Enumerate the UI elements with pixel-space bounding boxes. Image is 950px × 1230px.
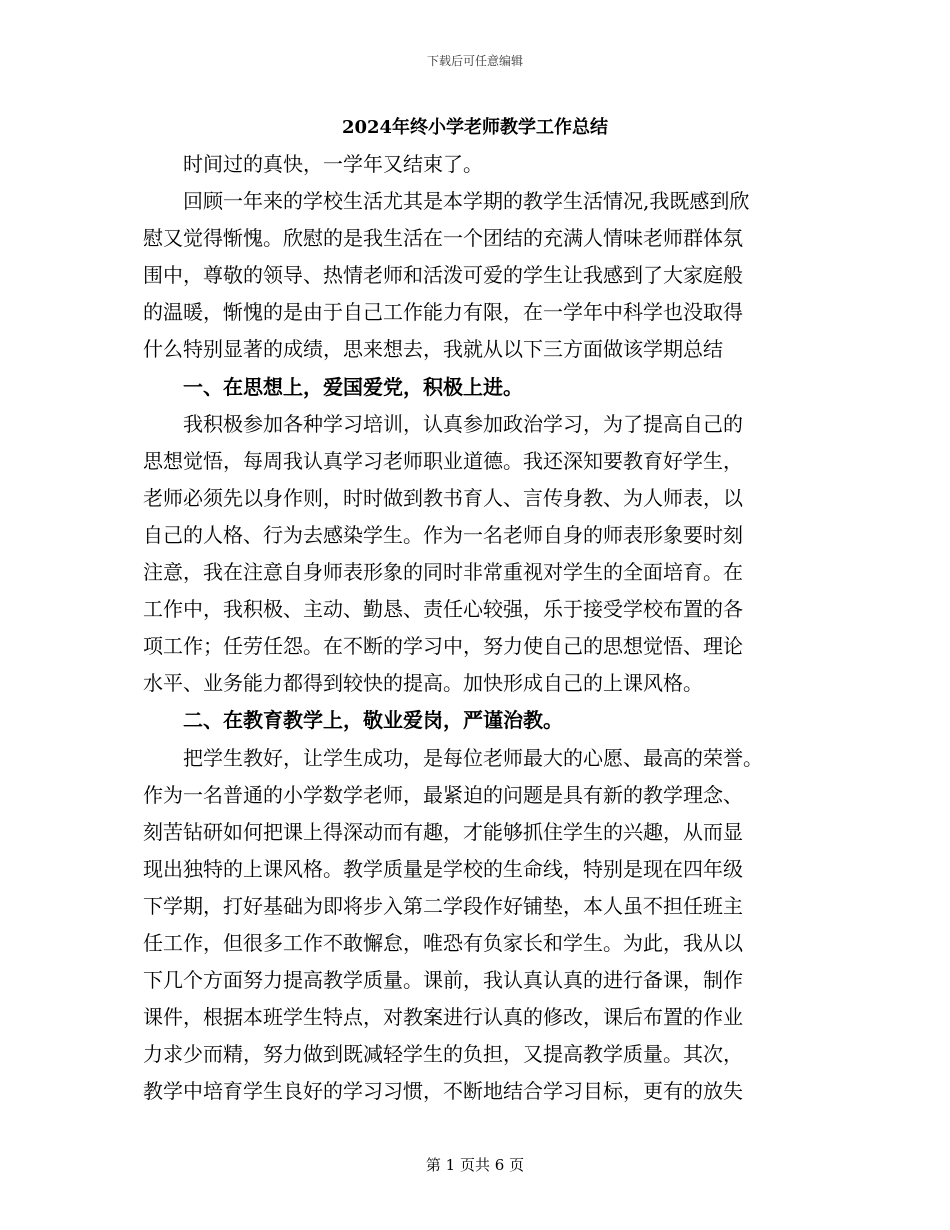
page-number: 第 1 页共 6 页 (425, 1156, 525, 1174)
body-line: 思想觉悟，每周我认真学习老师职业道德。我还深知要教育好学生， (143, 448, 743, 473)
body-line: 工作中，我积极、主动、勤恳、责任心较强，乐于接受学校布置的各 (143, 597, 743, 622)
body-line: 围中，尊敬的领导、热情老师和活泼可爱的学生让我感到了大家庭般 (143, 263, 743, 288)
body-line: 现出独特的上课风格。教学质量是学校的生命线，特别是现在四年级 (143, 856, 743, 881)
header-note: 下载后可任意编辑 (426, 54, 523, 68)
body-line: 作为一名普通的小学数学老师，最紧迫的问题是具有新的教学理念、 (143, 782, 743, 807)
body-line: 什么特别显著的成绩，思来想去，我就从以下三方面做该学期总结 (143, 337, 723, 362)
section-heading: 二、在教育教学上，敬业爱岗，严谨治教。 (143, 708, 563, 733)
body-line: 刻苦钻研如何把课上得深动而有趣，才能够抓住学生的兴趣，从而显 (143, 819, 743, 844)
body-line: 慰又觉得惭愧。欣慰的是我生活在一个团结的充满人情味老师群体氛 (143, 226, 743, 251)
body-line: 水平、业务能力都得到较快的提高。加快形成自己的上课风格。 (143, 671, 703, 696)
body-line: 力求少而精，努力做到既减轻学生的负担，又提高教学质量。其次， (143, 1042, 743, 1067)
body-line: 下学期，打好基础为即将步入第二学段作好铺垫，本人虽不担任班主 (143, 893, 743, 918)
body-line: 时间过的真快，一学年又结束了。 (143, 152, 483, 176)
body-line: 项工作；任劳任怨。在不断的学习中，努力使自己的思想觉悟、理论 (143, 634, 743, 659)
body-line: 任工作，但很多工作不敢懈怠，唯恐有负家长和学生。为此，我从以 (143, 930, 743, 955)
body-line: 老师必须先以身作则，时时做到教书育人、言传身教、为人师表，以 (143, 485, 743, 510)
body-line: 教学中培育学生良好的学习习惯，不断地结合学习目标，更有的放失 (143, 1079, 743, 1104)
body-line: 下几个方面努力提高教学质量。课前，我认真认真的进行备课，制作 (143, 968, 743, 993)
body-line: 我积极参加各种学习培训，认真参加政治学习，为了提高自己的 (143, 411, 743, 436)
body-line: 的温暖，惭愧的是由于自己工作能力有限，在一学年中科学也没取得 (143, 300, 743, 325)
body-line: 把学生教好，让学生成功，是每位老师最大的心愿、最高的荣誉。 (143, 745, 763, 770)
document-title: 2024年终小学老师教学工作总结 (341, 117, 609, 138)
body-line: 课件，根据本班学生特点，对教案进行认真的修改，课后布置的作业 (143, 1005, 743, 1030)
body-line: 自己的人格、行为去感染学生。作为一名老师自身的师表形象要时刻 (143, 522, 743, 547)
body-line: 注意，我在注意自身师表形象的同时非常重视对学生的全面培育。在 (143, 560, 743, 585)
section-heading: 一、在思想上，爱国爱党，积极上进。 (143, 374, 523, 399)
document-body (143, 146, 813, 1110)
body-line: 回顾一年来的学校生活尤其是本学期的教学生活情况,我既感到欣 (143, 189, 750, 214)
